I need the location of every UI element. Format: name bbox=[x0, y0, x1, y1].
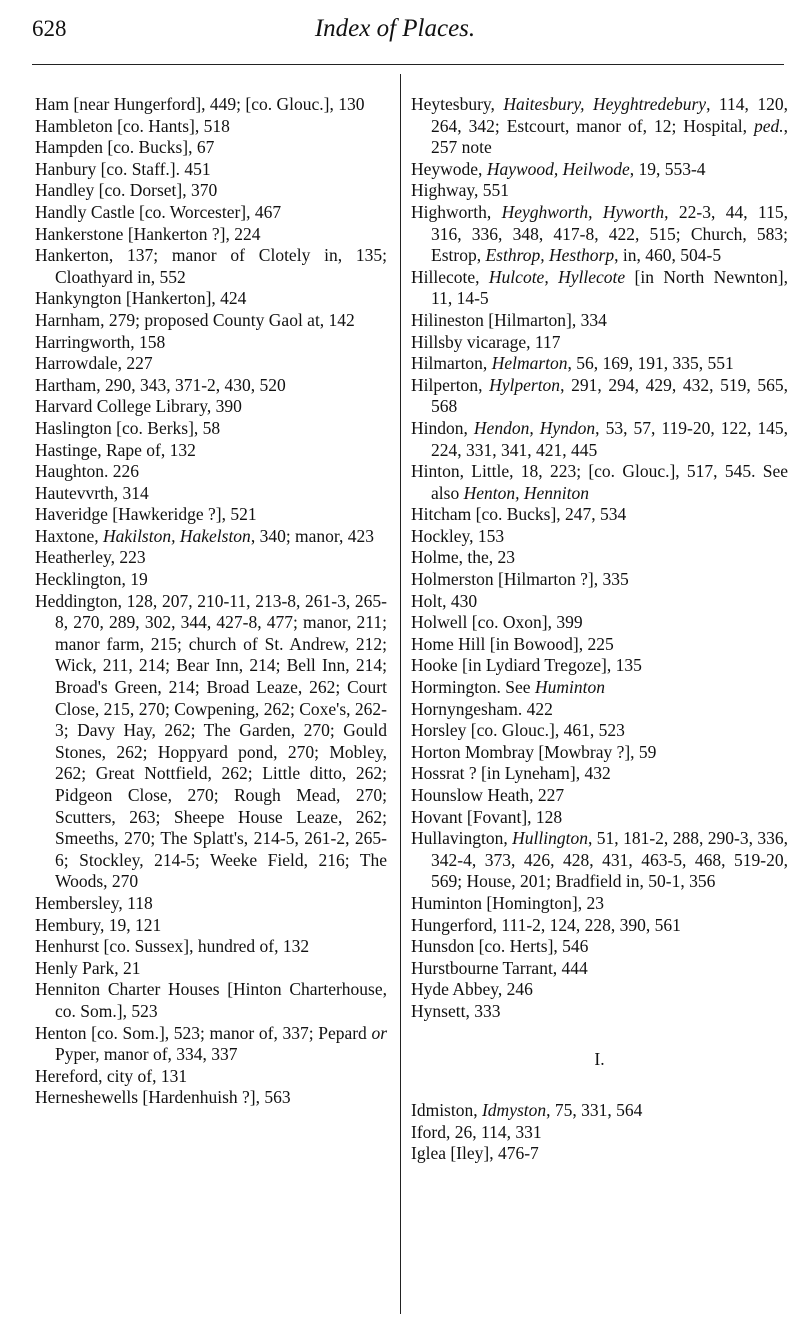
entry-text: Hautevvrth, 314 bbox=[35, 482, 149, 503]
entry-text: , 56, 169, 191, 335, 551 bbox=[567, 353, 734, 374]
index-entry bbox=[35, 1066, 387, 1088]
entry-text: Huminton [Homington], 23 bbox=[411, 892, 604, 913]
entry-text: Hampden [co. Bucks], 67 bbox=[35, 137, 215, 158]
index-entry bbox=[35, 440, 387, 462]
entry-variant-italic: Heyghworth, Hyworth bbox=[501, 201, 665, 222]
entry-text: Hossrat ? [in Lyneham], 432 bbox=[411, 763, 611, 784]
entry-text: Hornyngesham. 422 bbox=[411, 698, 553, 719]
index-entry bbox=[411, 979, 788, 1001]
entry-variant-italic: Helmarton bbox=[491, 353, 568, 374]
index-entry bbox=[35, 591, 387, 893]
entry-text: Hankyngton [Hankerton], 424 bbox=[35, 288, 247, 309]
entry-text: Hungerford, 111-2, 124, 228, 390, 561 bbox=[411, 914, 681, 935]
index-entry bbox=[411, 332, 788, 354]
index-entry bbox=[35, 461, 387, 483]
entry-text: Herneshewells [Hardenhuish ?], 563 bbox=[35, 1087, 291, 1108]
entry-text: Hilineston [Hilmarton], 334 bbox=[411, 309, 607, 330]
index-entry bbox=[35, 504, 387, 526]
entry-text: Ham [near Hungerford], 449; [co. Glouc.], 130 bbox=[35, 94, 365, 114]
index-entry bbox=[35, 418, 387, 440]
index-entry bbox=[411, 958, 788, 980]
entry-text: Hinton, Little, 18, 223; [co. Glouc.], 517, 545. See also bbox=[411, 461, 788, 503]
entry-text: , 75, 331, 564 bbox=[546, 1100, 643, 1121]
entry-text: Haughton. 226 bbox=[35, 461, 140, 482]
index-entry bbox=[411, 742, 788, 764]
index-entry bbox=[35, 569, 387, 591]
entry-text: Holmerston [Hilmarton ?], 335 bbox=[411, 569, 629, 590]
entry-text: Hunsdon [co. Herts], 546 bbox=[411, 936, 589, 957]
index-entry bbox=[35, 547, 387, 569]
entry-text: Haslington [co. Berks], 58 bbox=[35, 417, 221, 438]
entry-text: Hilperton, bbox=[411, 374, 490, 395]
index-entry bbox=[411, 569, 788, 591]
index-entry bbox=[411, 807, 788, 829]
entry-text: Hembury, 19, 121 bbox=[35, 914, 162, 935]
index-entry bbox=[35, 202, 387, 224]
entry-text: Hereford, city of, 131 bbox=[35, 1065, 188, 1086]
entry-text: Heatherley, 223 bbox=[35, 547, 146, 568]
entry-text: , 19, 553-4 bbox=[629, 158, 706, 179]
index-entry bbox=[35, 159, 387, 181]
index-entry bbox=[411, 677, 788, 699]
entry-text: Haveridge [Hawkeridge ?], 521 bbox=[35, 504, 257, 525]
index-entry bbox=[411, 720, 788, 742]
entry-text: Hankerstone [Hankerton ?], 224 bbox=[35, 223, 261, 244]
index-list-right bbox=[411, 94, 788, 1023]
index-entry bbox=[35, 332, 387, 354]
entry-variant-italic: Henton, Henniton bbox=[463, 482, 589, 503]
index-entry bbox=[411, 915, 788, 937]
index-entry bbox=[411, 936, 788, 958]
index-entry bbox=[411, 763, 788, 785]
index-entry bbox=[35, 180, 387, 202]
entry-text: Handly Castle [co. Worcester], 467 bbox=[35, 201, 282, 222]
entry-text: Haxtone, bbox=[35, 525, 104, 546]
entry-text: , 114, 120, 264, 342; Estcourt, manor of, 12; Hospital, bbox=[431, 94, 788, 136]
entry-text: Harrowdale, 227 bbox=[35, 353, 153, 374]
index-entry bbox=[35, 94, 387, 116]
index-entry bbox=[35, 958, 387, 980]
index-entry bbox=[35, 936, 387, 958]
index-entry bbox=[411, 634, 788, 656]
entry-text: Harringworth, 158 bbox=[35, 331, 166, 352]
entry-text: Hurstbourne Tarrant, 444 bbox=[411, 957, 588, 978]
entry-text: Highway, 551 bbox=[411, 180, 510, 201]
entry-variant-italic: Hulcote, Hyllecote bbox=[488, 266, 626, 287]
entry-text: Henniton Charter Houses [Hinton Charterhouse, co. Som.], 523 bbox=[35, 979, 387, 1021]
entry-text: Hanbury [co. Staff.]. 451 bbox=[35, 158, 211, 179]
entry-variant-italic: ped. bbox=[753, 115, 784, 136]
index-entry bbox=[411, 655, 788, 677]
entry-text: Heytesbury, bbox=[411, 94, 504, 114]
index-list-section-i bbox=[411, 1100, 788, 1165]
entry-text: , 291, 294, 429, 432, 519, 565, 568 bbox=[431, 374, 789, 417]
index-entry bbox=[35, 375, 387, 397]
entry-text: , 22-3, 44, 115, 316, 336, 348, 417-8, 422, 515; Church, 583; Estrop, bbox=[431, 201, 788, 266]
entry-text: Henton [co. Som.], 523; manor of, 337; Pepard bbox=[35, 1022, 372, 1043]
index-entry bbox=[35, 979, 387, 1022]
index-entry bbox=[411, 526, 788, 548]
index-entry bbox=[35, 353, 387, 375]
entry-variant-italic: Hylperton bbox=[489, 374, 561, 395]
entry-variant-italic: Hakilston, Hakelston bbox=[103, 525, 251, 546]
entry-text: Iford, 26, 114, 331 bbox=[411, 1121, 542, 1142]
entry-text: Hynsett, 333 bbox=[411, 1000, 501, 1021]
entry-variant-italic: Huminton bbox=[534, 677, 605, 698]
entry-text: Hankerton, 137; manor of Clotely in, 135; Cloathyard in, 552 bbox=[35, 245, 387, 287]
index-entry bbox=[411, 461, 788, 504]
page-number: 628 bbox=[32, 16, 67, 41]
entry-text: Hovant [Fovant], 128 bbox=[411, 806, 563, 827]
entry-text: Hembersley, 118 bbox=[35, 892, 153, 913]
index-entry bbox=[411, 202, 788, 267]
entry-text: Handley [co. Dorset], 370 bbox=[35, 180, 218, 201]
entry-text: , in, 460, 504-5 bbox=[614, 245, 722, 266]
index-column-left bbox=[35, 94, 387, 1109]
entry-text: Henly Park, 21 bbox=[35, 957, 141, 978]
index-entry bbox=[35, 245, 387, 288]
index-entry bbox=[411, 893, 788, 915]
entry-text: Pyper, manor of, 334, 337 bbox=[55, 1044, 238, 1065]
entry-text: Heddington, 128, 207, 210-11, 213-8, 261-3, 265-8, 270, 289, 302, 344, 427-8, 477; manor, 211; manor farm, 215; church of St. Andrew, 212; Wick, 211, 214; Bear Inn, 214; Bell Inn, 214; Broad's Green, 214; Broad Leaze, 262; Court Close, 215, 270; Cowpening, 262; Coxe's, 262-3; Davy Hay, 262; The Garden, 270; Gould Stones, 262; Hoppyard pond, 270; Mobley, 262; Great Nottfield, 262; Little ditto, 262; Pidgeon Close, 270; Rough Mead, 270; Scutters, 263; Sheepe House Leaze, 262; Smeeths, 270; The Splatt's, 214-5, 261-2, 265-6; Stockley, 214-5; Weeke Field, 216; The Woods, 270 bbox=[35, 590, 387, 892]
column-divider bbox=[400, 74, 401, 1314]
entry-text: , 340; manor, 423 bbox=[250, 525, 375, 546]
entry-text: , 51, 181-2, 288, 290-3, 336, 342-4, 373, 426, 428, 431, 463-5, 468, 519-20, 569; House, 201; Bradfield in, 50-1, 356 bbox=[431, 828, 789, 892]
entry-text: Hockley, 153 bbox=[411, 525, 505, 546]
index-entry bbox=[411, 828, 788, 893]
index-entry bbox=[35, 1087, 387, 1109]
index-entry bbox=[411, 159, 788, 181]
index-entry bbox=[411, 1122, 788, 1144]
index-entry bbox=[411, 180, 788, 202]
entry-variant-italic: Esthrop, Hesthorp bbox=[485, 245, 615, 266]
index-entry bbox=[35, 1023, 387, 1066]
entry-text: Harnham, 279; proposed County Gaol at, 142 bbox=[35, 309, 355, 330]
entry-variant-italic: Hendon, Hyndon bbox=[473, 417, 596, 438]
index-entry bbox=[411, 267, 788, 310]
entry-variant-italic: Hullington bbox=[512, 828, 588, 849]
entry-text: Hormington. See bbox=[411, 677, 535, 698]
index-entry bbox=[35, 893, 387, 915]
index-entry bbox=[411, 1143, 788, 1165]
page-header bbox=[0, 0, 800, 50]
index-entry bbox=[411, 418, 788, 461]
entry-text: Hitcham [co. Bucks], 247, 534 bbox=[411, 504, 627, 525]
index-entry bbox=[35, 310, 387, 332]
entry-text: Horton Mombray [Mowbray ?], 59 bbox=[411, 741, 657, 762]
index-entry bbox=[411, 612, 788, 634]
entry-text: Harvard College Library, 390 bbox=[35, 396, 242, 417]
entry-text: Holme, the, 23 bbox=[411, 547, 516, 568]
entry-variant-italic: Haitesbury, Heyghtredebury bbox=[503, 94, 707, 114]
index-entry bbox=[411, 94, 788, 159]
entry-text: Hillecote, bbox=[411, 266, 489, 287]
entry-variant-italic: or bbox=[371, 1022, 387, 1043]
entry-text: Hooke [in Lydiard Tregoze], 135 bbox=[411, 655, 642, 676]
index-entry bbox=[35, 224, 387, 246]
entry-text: Hullavington, bbox=[411, 828, 513, 849]
index-column-right bbox=[411, 94, 788, 1165]
entry-text: Hastinge, Rape of, 132 bbox=[35, 439, 196, 460]
entry-text: Hindon, bbox=[411, 417, 474, 438]
index-entry bbox=[411, 699, 788, 721]
index-entry bbox=[35, 526, 387, 548]
index-entry bbox=[411, 310, 788, 332]
entry-text: Hambleton [co. Hants], 518 bbox=[35, 115, 230, 136]
index-entry bbox=[35, 116, 387, 138]
index-entry bbox=[411, 375, 788, 418]
entry-text: Horsley [co. Glouc.], 461, 523 bbox=[411, 720, 625, 741]
entry-text: , 257 note bbox=[431, 115, 788, 158]
entry-text: , 53, 57, 119-20, 122, 145, 224, 331, 341, 421, 445 bbox=[431, 417, 789, 460]
index-entry bbox=[411, 591, 788, 613]
index-entry bbox=[35, 288, 387, 310]
index-entry bbox=[35, 137, 387, 159]
entry-variant-italic: Haywood, Heilwode bbox=[486, 158, 630, 179]
entry-text: Hounslow Heath, 227 bbox=[411, 785, 565, 805]
entry-text: Hillsby vicarage, 117 bbox=[411, 331, 561, 352]
entry-text: Idmiston, bbox=[411, 1100, 482, 1121]
entry-text: Holt, 430 bbox=[411, 590, 478, 611]
entry-text: Iglea [Iley], 476-7 bbox=[411, 1143, 539, 1164]
entry-text: Hecklington, 19 bbox=[35, 569, 148, 590]
section-letter-heading: I. bbox=[594, 1048, 605, 1069]
entry-text: Hartham, 290, 343, 371-2, 430, 520 bbox=[35, 374, 286, 395]
entry-variant-italic: Idmyston bbox=[481, 1100, 547, 1121]
entry-text: Home Hill [in Bowood], 225 bbox=[411, 633, 614, 654]
index-entry bbox=[411, 547, 788, 569]
entry-text: Hyde Abbey, 246 bbox=[411, 979, 533, 1000]
index-entry bbox=[35, 483, 387, 505]
entry-text: Holwell [co. Oxon], 399 bbox=[411, 612, 583, 633]
header-rule bbox=[32, 64, 784, 65]
entry-text: Heywode, bbox=[411, 158, 487, 179]
entry-text: Highworth, bbox=[411, 201, 502, 222]
index-entry bbox=[35, 396, 387, 418]
index-entry bbox=[411, 1100, 788, 1122]
index-entry bbox=[411, 504, 788, 526]
index-entry bbox=[411, 1001, 788, 1023]
index-entry bbox=[411, 785, 788, 807]
index-entry bbox=[35, 915, 387, 937]
entry-text: [in North Newnton], 11, 14-5 bbox=[431, 266, 788, 309]
entry-text: Henhurst [co. Sussex], hundred of, 132 bbox=[35, 936, 310, 957]
index-entry bbox=[411, 353, 788, 375]
entry-text: Hilmarton, bbox=[411, 353, 492, 374]
page-title: Index of Places. bbox=[314, 15, 476, 42]
